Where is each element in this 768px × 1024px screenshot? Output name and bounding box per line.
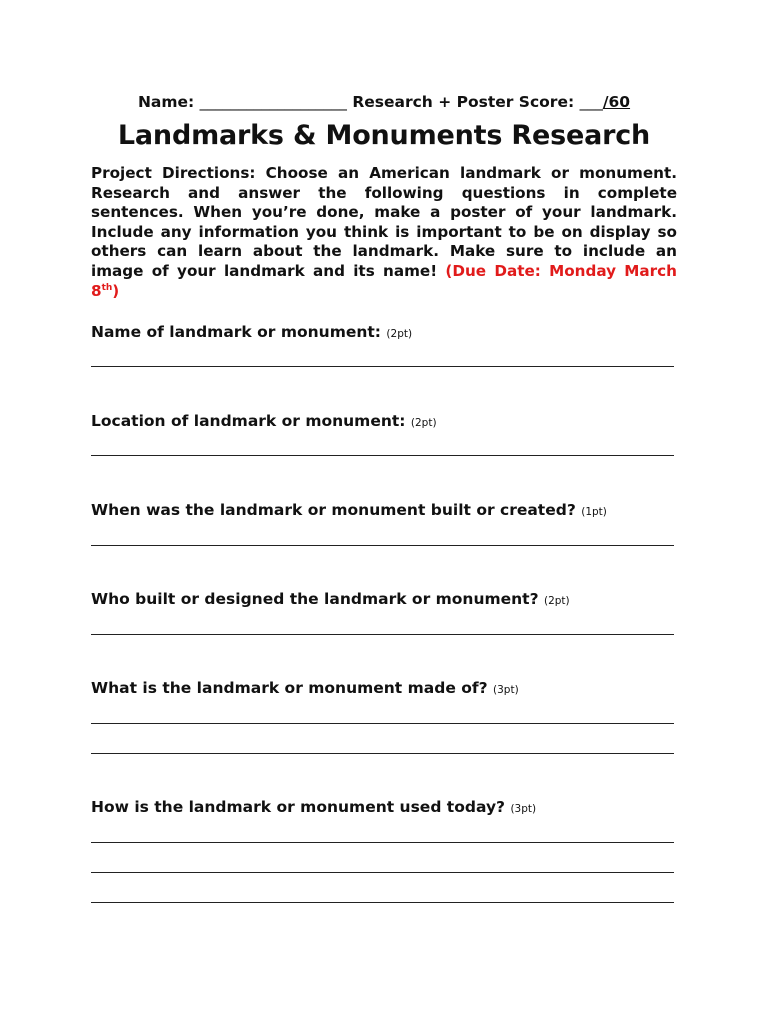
question-points: (2pt) (543, 595, 570, 607)
answer-line[interactable] (91, 753, 674, 754)
question-points: (2pt) (410, 417, 437, 429)
answer-line[interactable] (91, 723, 674, 724)
question-location (91, 412, 437, 430)
question-points: (3pt) (493, 684, 519, 696)
question-text: When was the landmark or monument built or created? (91, 501, 576, 519)
question-text: How is the landmark or monument used today? (91, 798, 506, 816)
question-built (91, 501, 607, 519)
question-material (91, 679, 519, 697)
question-designer (91, 590, 570, 608)
answer-line[interactable] (91, 455, 674, 456)
name-blank: ___________________ (199, 93, 347, 111)
answer-line[interactable] (91, 634, 674, 635)
question-text: What is the landmark or monument made of? (91, 679, 488, 697)
score-total: /60 (602, 93, 631, 111)
question-use-today (91, 798, 536, 816)
question-text: Who built or designed the landmark or monument? (91, 590, 539, 608)
answer-line[interactable] (91, 545, 674, 546)
header-line (0, 93, 768, 111)
question-name (91, 323, 412, 341)
page-title: Landmarks & Monuments Research (117, 120, 651, 151)
due-date-value: Monday March 8 (91, 261, 677, 300)
score-label: Research + Poster Score: (352, 93, 575, 111)
answer-line[interactable] (91, 902, 674, 903)
question-points: (2pt) (386, 328, 413, 340)
answer-line[interactable] (91, 366, 674, 367)
due-close: ) (112, 281, 120, 300)
due-date-suffix: th (101, 282, 113, 293)
question-text: Location of landmark or monument: (91, 412, 406, 430)
name-label: Name: (137, 93, 195, 111)
question-text: Name of landmark or monument: (91, 323, 382, 341)
answer-line[interactable] (91, 842, 674, 843)
due-open: (Due Date: (445, 261, 541, 280)
directions-text: Project Directions: Choose an American landmark or monument. Research and answer the following questions in complete sentences. When you’re done, make a poster of your landmark. Include any information you think is important to be on display so others can learn about the landmark. Make sure to include an image of your landmark and its name! (91, 164, 677, 280)
score-blank: ___ (579, 93, 603, 111)
project-directions (91, 164, 677, 301)
question-points: (1pt) (581, 506, 607, 518)
answer-line[interactable] (91, 872, 674, 873)
question-points: (3pt) (510, 803, 537, 815)
